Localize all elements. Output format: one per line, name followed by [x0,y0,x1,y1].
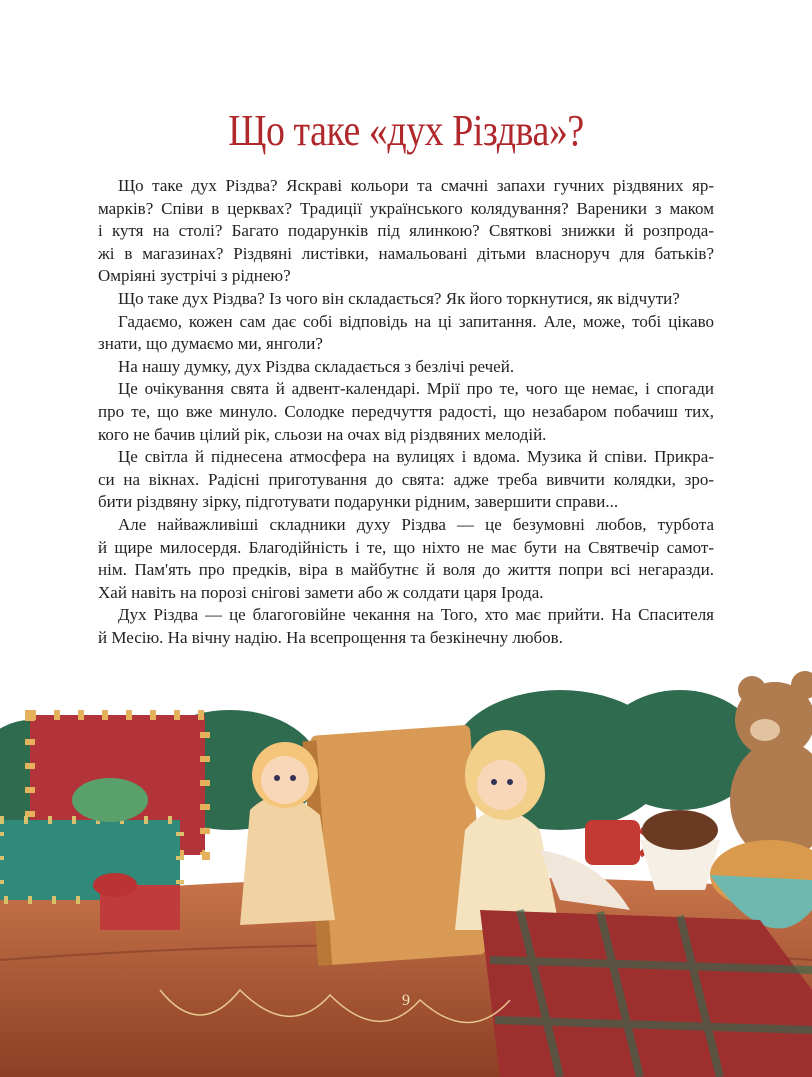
cocoa-cups [585,810,720,890]
text-line: жі в магазинах? Різдвяні листівки, намальовані дітьми власноруч для батьків? [98,243,714,263]
text-line: кого не бачив цілий рік, сльози на очах від різдвяних мелодій. [98,424,547,444]
text-line: Дух Різдва — це благоговійне чекання на Того, хто має прийти. На Спасителя [118,605,714,625]
text-line: си на вікнах. Радісні приготування до свята: адже треба вивчити колядки, зро- [98,469,714,489]
text-line: про те, що вже минуло. Солодке передчуття радості, що незабаром побачиш тих, [98,401,714,421]
christmas-illustration [0,660,812,1077]
text-line: Що таке дух Різдва? Із чого він складається? Як його торкнутися, як відчути? [118,288,680,308]
page-title: Що таке «дух Різдва»? [228,106,584,155]
text-line: Це очікування свята й адвент-календарі. Мрії про те, чого ще немає, і спогади [118,379,714,399]
text-line: Це світла й піднесена атмосфера на вулицях і вдома. Музика й співи. Прикра- [118,447,714,467]
text-line: Хай навіть на порозі снігові замети або ж солдати царя Ірода. [98,582,544,602]
text-line: марків? Співи в церквах? Традиції українського колядування? Вареники з маком [98,198,714,218]
page-number: 9 [402,992,410,1009]
text-line: Омріяні зустрічі з ріднею? [98,266,291,286]
text-line: Але найважливіші складники духу Різдва — це безумовні любов, турбота [118,514,714,534]
text-line: бити різдвяну зірку, підготувати подарунки рідним, завершити справи... [98,492,619,512]
text-line: знати, що думаємо ми, янголи? [98,334,323,354]
teddy-bear [730,671,812,860]
text-line: нім. Пам'ять про предків, віра в майбутнє й воля до життя попри всі негаразди. [98,560,714,580]
text-line: й щире милосердя. Благодійність і те, що ніхто не має бути на Святвечір самот- [98,537,714,557]
gift-boxes [0,715,205,930]
body-text [98,175,714,649]
text-line: і кутя на столі? Багато подарунків під ялинкою? Святкові знижки й розпрода- [98,221,714,241]
text-line: Що таке дух Різдва? Яскраві кольори та смачні запахи гучних різдвяних яр- [118,176,714,195]
text-line: На нашу думку, дух Різдва складається з безлічі речей. [118,356,515,376]
text-line: Гадаємо, кожен сам дає собі відповідь на ці запитання. Але, може, тобі цікаво [118,311,714,331]
text-line: й Месію. На вічну надію. На всепрощення та безкінечну любов. [98,627,563,647]
